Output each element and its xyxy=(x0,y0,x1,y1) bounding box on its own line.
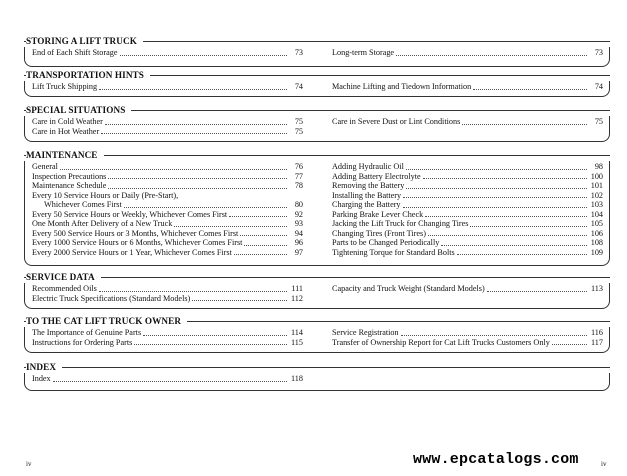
section-rule xyxy=(24,367,610,368)
entry-title: Capacity and Truck Weight (Standard Models) xyxy=(332,284,485,293)
dot-leader xyxy=(441,245,587,246)
dot-leader xyxy=(406,169,587,170)
toc-entry[interactable] xyxy=(32,284,303,294)
toc-column-right xyxy=(332,48,603,58)
section-header xyxy=(24,36,610,47)
toc-entry[interactable] xyxy=(332,117,603,127)
entry-page-number: 114 xyxy=(291,328,303,337)
toc-entry[interactable] xyxy=(332,162,603,172)
entry-title: Charging the Battery xyxy=(332,200,401,209)
toc-entry[interactable] xyxy=(32,229,303,239)
entry-title: Lift Truck Shipping xyxy=(32,82,98,91)
entry-title: Every 2000 Service Hours or 1 Year, Whichever Comes First xyxy=(32,247,232,257)
entry-page-number: 104 xyxy=(590,209,603,219)
entry-title: Care in Cold Weather xyxy=(32,117,103,126)
entry-page-number: 111 xyxy=(291,284,303,293)
toc-entry[interactable] xyxy=(32,248,303,258)
section-title: INDEX xyxy=(26,362,62,373)
toc-entry[interactable] xyxy=(332,229,603,239)
entry-title: Parking Brake Lever Check xyxy=(332,209,424,219)
entry-title: Service Registration xyxy=(332,328,399,337)
section-title: TRANSPORTATION HINTS xyxy=(26,70,150,81)
toc-entry[interactable] xyxy=(32,127,303,137)
entry-page-number: 96 xyxy=(294,238,303,247)
entry-page-number: 92 xyxy=(294,209,303,219)
toc-entry[interactable] xyxy=(332,200,603,210)
dot-leader xyxy=(244,245,287,246)
toc-column-left xyxy=(32,162,303,257)
entry-title: Removing the Battery xyxy=(332,181,405,190)
entry-title: Jacking the Lift Truck for Changing Tires xyxy=(332,219,469,228)
dot-leader xyxy=(401,335,587,336)
dot-leader xyxy=(552,344,587,345)
toc-entry[interactable] xyxy=(332,210,603,220)
entry-title: Tightening Torque for Standard Bolts xyxy=(332,247,455,257)
entry-page-number: 106 xyxy=(590,228,603,238)
section-box xyxy=(24,161,610,266)
section-box xyxy=(24,373,610,391)
toc-entry[interactable] xyxy=(332,248,603,258)
section-title: SPECIAL SITUATIONS xyxy=(26,105,131,116)
section-box xyxy=(24,283,610,309)
entry-page-number: 93 xyxy=(294,219,303,228)
entry-page-number: 108 xyxy=(590,238,603,247)
entry-page-number: 78 xyxy=(294,181,303,190)
entry-page-number: 118 xyxy=(291,374,303,383)
page-number-right: iv xyxy=(601,460,607,468)
toc-section xyxy=(24,362,610,391)
toc-column-left xyxy=(32,284,303,303)
dot-leader xyxy=(108,188,287,189)
entry-title: Index xyxy=(32,374,51,383)
entry-title: Every 50 Service Hours or Weekly, Whichever Comes First xyxy=(32,209,228,219)
entry-page-number: 74 xyxy=(594,82,603,91)
entry-page-number: 77 xyxy=(294,171,303,181)
toc-entry[interactable] xyxy=(332,328,603,338)
toc-entry[interactable] xyxy=(332,284,603,294)
entry-page-number: 76 xyxy=(294,162,303,171)
dot-leader xyxy=(473,89,587,90)
entry-page-number: 101 xyxy=(590,181,603,190)
entry-page-number: 73 xyxy=(594,48,603,57)
section-header xyxy=(24,362,610,373)
entry-title: Maintenance Schedule xyxy=(32,181,107,190)
dot-leader xyxy=(425,216,587,217)
toc-entry[interactable] xyxy=(32,82,303,92)
watermark: www.epcatalogs.com xyxy=(413,451,579,468)
toc-entry[interactable] xyxy=(32,210,303,220)
toc-column-right xyxy=(332,117,603,127)
dot-leader xyxy=(403,207,587,208)
toc-entry[interactable] xyxy=(32,294,303,304)
toc-column-right xyxy=(332,284,603,294)
entry-title: Instructions for Ordering Parts xyxy=(32,337,133,347)
entry-page-number: 113 xyxy=(591,284,603,293)
entry-page-number: 105 xyxy=(590,219,603,228)
dot-leader xyxy=(396,55,587,56)
section-title: TO THE CAT LIFT TRUCK OWNER xyxy=(26,316,187,327)
section-box xyxy=(24,81,610,97)
toc-entry[interactable] xyxy=(32,181,303,191)
dot-leader xyxy=(406,188,587,189)
dot-leader xyxy=(423,178,587,179)
entry-page-number: 74 xyxy=(294,82,303,91)
entry-title: Adding Battery Electrolyte xyxy=(332,171,421,181)
entry-title: Transfer of Ownership Report for Cat Lift Trucks Customers Only xyxy=(332,337,550,347)
toc-column-right xyxy=(332,162,603,257)
dot-leader xyxy=(143,335,287,336)
entry-page-number: 103 xyxy=(590,200,603,209)
section-title: MAINTENANCE xyxy=(26,150,104,161)
entry-title: Long-term Storage xyxy=(332,48,395,57)
dot-leader xyxy=(101,133,287,134)
dot-leader xyxy=(487,291,587,292)
toc-section xyxy=(24,150,610,266)
dot-leader xyxy=(124,207,287,208)
toc-entry[interactable] xyxy=(332,338,603,348)
entry-page-number: 98 xyxy=(594,162,603,171)
entry-title: The Importance of Genuine Parts xyxy=(32,328,142,337)
entry-title: Every 10 Service Hours or Daily (Pre-Start), xyxy=(32,190,179,200)
toc-entry[interactable] xyxy=(32,374,303,384)
toc-column-left xyxy=(32,117,303,136)
toc-section xyxy=(24,36,610,67)
dot-leader xyxy=(134,344,287,345)
section-rule xyxy=(24,277,610,278)
toc-entry[interactable] xyxy=(32,48,303,58)
toc-entry[interactable] xyxy=(32,117,303,127)
entry-title: Care in Severe Dust or Lint Conditions xyxy=(332,117,461,126)
section-title: STORING A LIFT TRUCK xyxy=(26,36,143,47)
entry-title: Inspection Precautions xyxy=(32,171,107,181)
entry-page-number: 117 xyxy=(591,337,603,347)
toc-entry[interactable] xyxy=(32,200,303,210)
toc-column-left xyxy=(32,328,303,347)
section-header xyxy=(24,105,610,116)
entry-page-number: 73 xyxy=(294,48,303,57)
entry-page-number: 102 xyxy=(590,190,603,200)
toc-entry[interactable] xyxy=(32,328,303,338)
section-box xyxy=(24,116,610,142)
page-number-left: iv xyxy=(26,460,32,468)
section-rule xyxy=(24,155,610,156)
toc-column-left xyxy=(32,82,303,92)
dot-leader xyxy=(470,226,587,227)
entry-page-number: 75 xyxy=(594,117,603,126)
entry-title: Whichever Comes First xyxy=(44,200,122,209)
entry-title: Every 1000 Service Hours or 6 Months, Whichever Comes First xyxy=(32,238,243,247)
dot-leader xyxy=(457,254,587,255)
entry-page-number: 100 xyxy=(590,171,603,181)
dot-leader xyxy=(229,216,287,217)
toc-entry[interactable] xyxy=(332,48,603,58)
dot-leader xyxy=(108,178,287,179)
entry-page-number: 116 xyxy=(591,328,603,337)
entry-page-number: 80 xyxy=(294,200,303,209)
toc-entry[interactable] xyxy=(32,219,303,229)
toc-column-right xyxy=(332,82,603,92)
section-box xyxy=(24,47,610,67)
entry-title: Parts to be Changed Periodically xyxy=(332,238,440,247)
entry-title: Installing the Battery xyxy=(332,190,402,200)
entry-title: One Month After Delivery of a New Truck xyxy=(32,219,173,228)
dot-leader xyxy=(403,197,587,198)
toc-section xyxy=(24,272,610,309)
entry-page-number: 75 xyxy=(294,126,303,136)
toc-entry[interactable] xyxy=(32,338,303,348)
dot-leader xyxy=(240,235,287,236)
toc-section xyxy=(24,105,610,142)
section-header xyxy=(24,272,610,283)
toc-entry[interactable] xyxy=(332,238,603,248)
dot-leader xyxy=(462,124,587,125)
entry-page-number: 97 xyxy=(294,247,303,257)
entry-title: General xyxy=(32,162,58,171)
toc-entry[interactable] xyxy=(32,172,303,182)
toc-entry[interactable] xyxy=(32,191,303,201)
entry-title: Every 500 Service Hours or 3 Months, Whichever Comes First xyxy=(32,228,239,238)
dot-leader xyxy=(99,89,287,90)
toc-entry[interactable] xyxy=(332,191,603,201)
dot-leader xyxy=(174,226,287,227)
dot-leader xyxy=(60,169,287,170)
dot-leader xyxy=(192,300,287,301)
toc-section xyxy=(24,70,610,97)
toc-section xyxy=(24,316,610,353)
section-box xyxy=(24,327,610,353)
entry-title: End of Each Shift Storage xyxy=(32,48,118,57)
toc-entry[interactable] xyxy=(332,172,603,182)
dot-leader xyxy=(53,381,287,382)
toc-entry[interactable] xyxy=(32,162,303,172)
section-header xyxy=(24,70,610,81)
section-title: SERVICE DATA xyxy=(26,272,101,283)
toc-column-left xyxy=(32,48,303,58)
section-header xyxy=(24,316,610,327)
section-header xyxy=(24,150,610,161)
toc-entry[interactable] xyxy=(332,82,603,92)
entry-title: Adding Hydraulic Oil xyxy=(332,162,404,171)
dot-leader xyxy=(99,291,287,292)
entry-page-number: 115 xyxy=(291,337,303,347)
toc-entry[interactable] xyxy=(32,238,303,248)
toc-entry[interactable] xyxy=(332,219,603,229)
entry-page-number: 94 xyxy=(294,228,303,238)
dot-leader xyxy=(428,235,587,236)
entry-title: Recommended Oils xyxy=(32,284,97,293)
entry-title: Changing Tires (Front Tires) xyxy=(332,228,426,238)
dot-leader xyxy=(105,124,287,125)
toc-column-left xyxy=(32,374,303,384)
entry-page-number: 112 xyxy=(291,293,303,303)
entry-page-number: 75 xyxy=(294,117,303,126)
dot-leader xyxy=(234,254,287,255)
toc-column-right xyxy=(332,328,603,347)
toc-entry[interactable] xyxy=(332,181,603,191)
entry-title: Machine Lifting and Tiedown Information xyxy=(332,82,472,91)
entry-page-number: 109 xyxy=(590,247,603,257)
entry-title: Care in Hot Weather xyxy=(32,126,100,136)
entry-title: Electric Truck Specifications (Standard Models) xyxy=(32,293,191,303)
dot-leader xyxy=(120,55,288,56)
